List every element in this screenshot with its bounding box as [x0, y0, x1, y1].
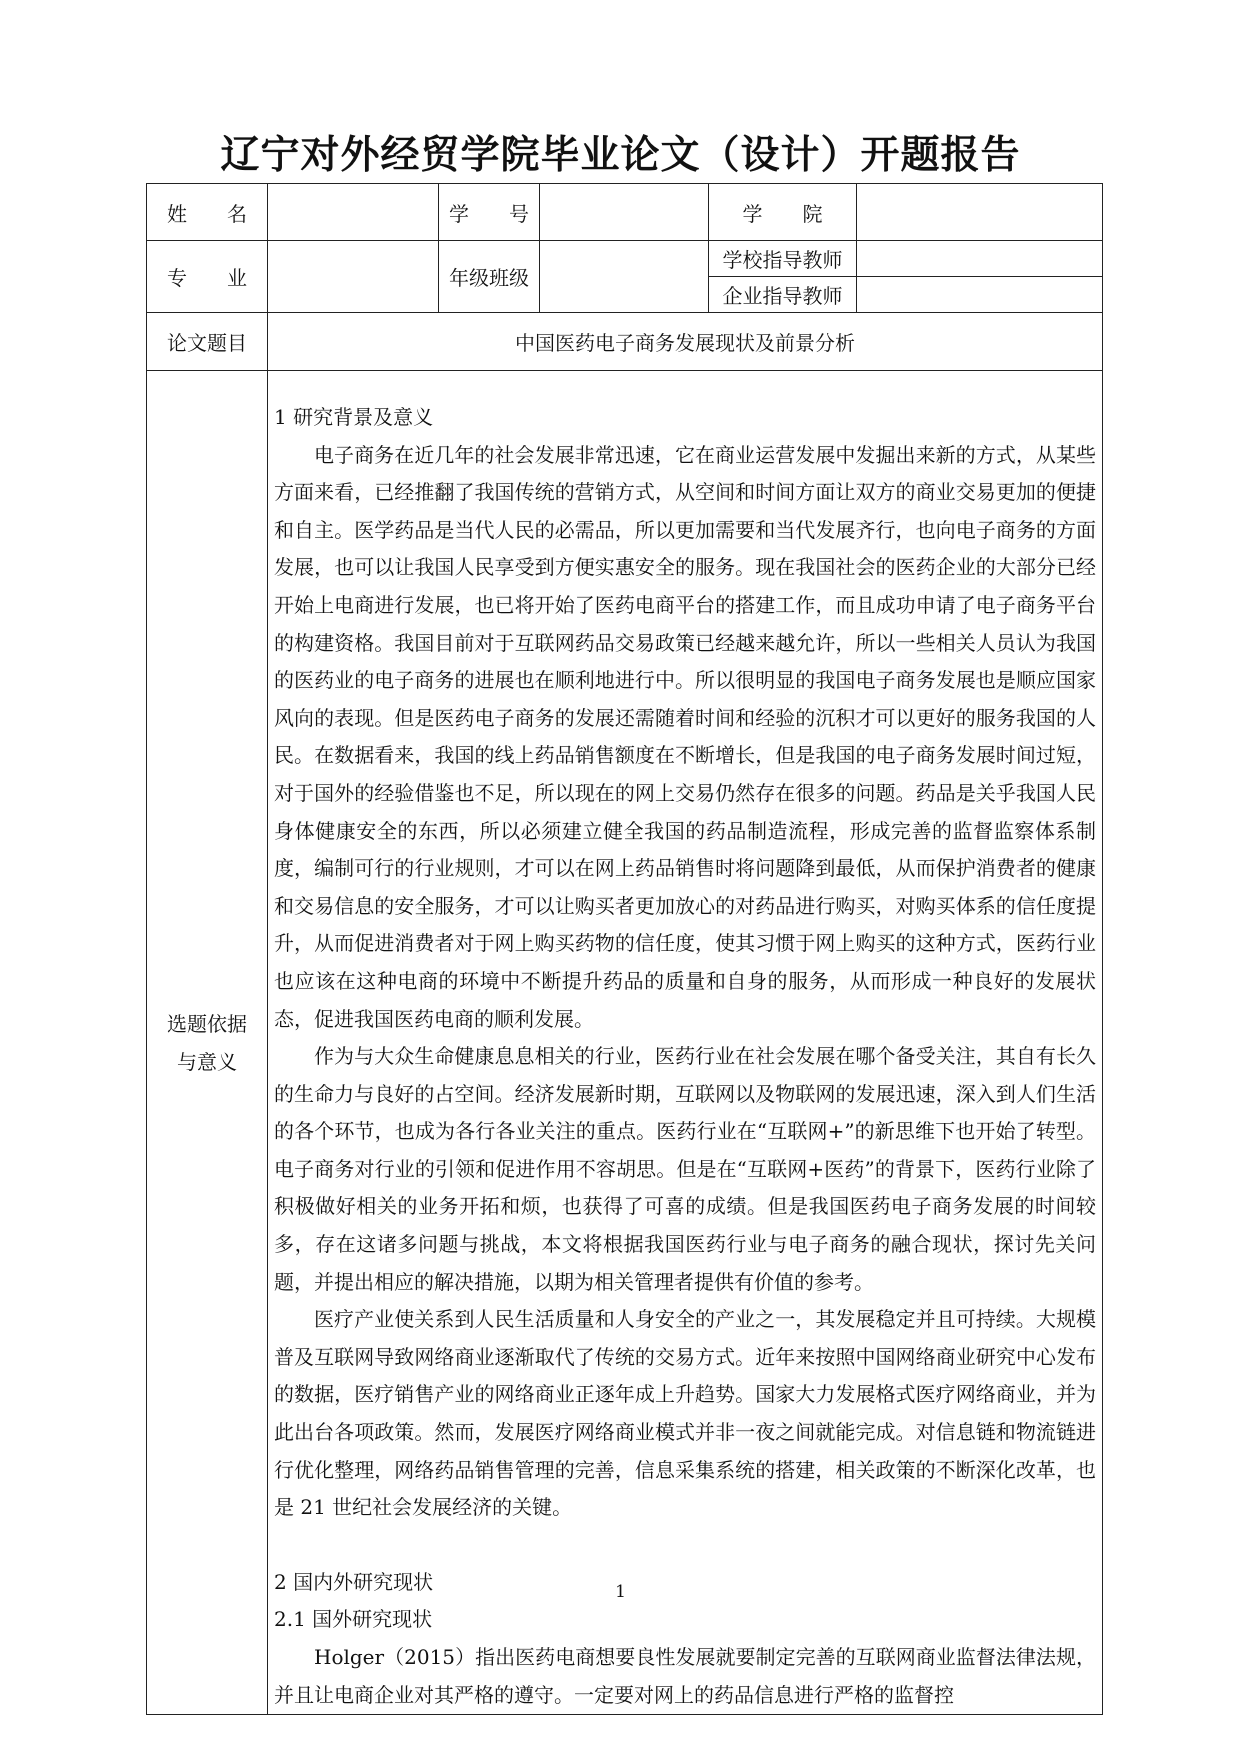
college-label: 学 院: [709, 184, 857, 241]
paragraph-3: 医疗产业使关系到人民生活质量和人身安全的产业之一，其发展稳定并且可持续。大规模普及互联网导致网络商业逐渐取代了传统的交易方式。近年来按照中国网络商业研究中心发布的数据，医疗销售产业的网络商业正逐年成上升趋势。国家大力发展格式医疗网络商业，并为此出台各项政策。然而，发展医疗网络商业模式并非一夜之间就能完成。对信息链和物流链进行优化整理，网络药品销售管理的完善，信息采集系统的搭建，相关政策的不断深化改革，也是 21 世纪社会发展经济的关键。: [274, 1307, 1096, 1520]
major-label: 专 业: [147, 241, 268, 313]
basis-content: [268, 371, 1103, 1715]
thesis-title-value: 中国医药电子商务发展现状及前景分析: [268, 313, 1103, 371]
paragraph-4: Holger（2015）指出医药电商想要良性发展就要制定完善的互联网商业监督法律法规，并且让电商企业对其严格的遵守。一定要对网上的药品信息进行严格的监督控: [274, 1645, 1096, 1707]
college-field[interactable]: [857, 184, 1103, 241]
student-id-field[interactable]: [540, 184, 709, 241]
class-field[interactable]: [540, 241, 709, 313]
name-label: 姓 名: [147, 184, 268, 241]
school-advisor-label: 学校指导教师: [709, 241, 857, 277]
name-field[interactable]: [268, 184, 439, 241]
paragraph-1: 电子商务在近几年的社会发展非常迅速，它在商业运营发展中发掘出来新的方式，从某些方面来看，已经推翻了我国传统的营销方式，从空间和时间方面让双方的商业交易更加的便捷和自主。医学药品是当代人民的必需品，所以更加需要和当代发展齐行，也向电子商务的方面发展，也可以让我国人民享受到方便实惠安全的服务。现在我国社会的医药企业的大部分已经开始上电商进行发展，也已将开始了医药电商平台的搭建工作，而且成功申请了电子商务平台的构建资格。我国目前对于互联网药品交易政策已经越来越允许，所以一些相关人员认为我国的医药业的电子商务的进展也在顺利地进行中。所以很明显的我国电子商务发展也是顺应国家风向的表现。但是医药电子商务的发展还需随着时间和经验的沉积才可以更好的服务我国的人民。在数据看来，我国的线上药品销售额度在不断增长，但是我国的电子商务发展时间过短，对于国外的经验借鉴也不足，所以现在的网上交易仍然存在很多的问题。药品是关乎我国人民身体健康安全的东西，所以必须建立健全我国的药品制造流程，形成完善的监督监察体系制度，编制可行的行业规则，才可以在网上药品销售时将问题降到最低，从而保护消费者的健康和交易信息的安全服务，才可以让购买者更加放心的对药品进行购买，对购买体系的信任度提升，从而促进消费者对于网上购买药物的信任度，使其习惯于网上购买的这种方式，医药行业也应该在这种电商的环境中不断提升药品的质量和自身的服务，从而形成一种良好的发展状态，促进我国医药电商的顺利发展。: [274, 442, 1096, 1031]
thesis-title-label: 论文题目: [147, 313, 268, 371]
company-advisor-field[interactable]: [857, 277, 1103, 313]
class-label: 年级班级: [439, 241, 540, 313]
paragraph-2: 作为与大众生命健康息息相关的行业，医药行业在社会发展在哪个备受关注，其自有长久的生命力与良好的占空间。经济发展新时期，互联网以及物联网的发展迅速，深入到人们生活的各个环节，也成为各行各业关注的重点。医药行业在“互联网+”的新思维下也开始了转型。电子商务对行业的引领和促进作用不容胡思。但是在“互联网+医药”的背景下，医药行业除了积极做好相关的业务开拓和烦，也获得了可喜的成绩。但是我国医药电子商务发展的时间较多，存在这诸多问题与挑战，本文将根据我国医药行业与电子商务的融合现状，探讨先关问题，并提出相应的解决措施，以期为相关管理者提供有价值的参考。: [274, 1044, 1096, 1294]
basis-label: [147, 371, 268, 1715]
section1-heading: 1 研究背景及意义: [274, 405, 434, 429]
student-id-label: 学 号: [439, 184, 540, 241]
school-advisor-field[interactable]: [857, 241, 1103, 277]
page-title: 辽宁对外经贸学院毕业论文（设计）开题报告: [220, 132, 1021, 178]
section21-heading: 2.1 国外研究现状: [274, 1607, 433, 1632]
company-advisor-label: 企业指导教师: [709, 277, 857, 313]
section2-heading: 2 国内外研究现状: [274, 1569, 434, 1594]
basis-label-text: 选题依据与意义: [167, 1011, 247, 1074]
major-field[interactable]: [268, 241, 439, 313]
proposal-form: [146, 183, 1103, 1715]
spacer: [274, 1527, 1096, 1564]
page-number: 1: [615, 1582, 626, 1602]
